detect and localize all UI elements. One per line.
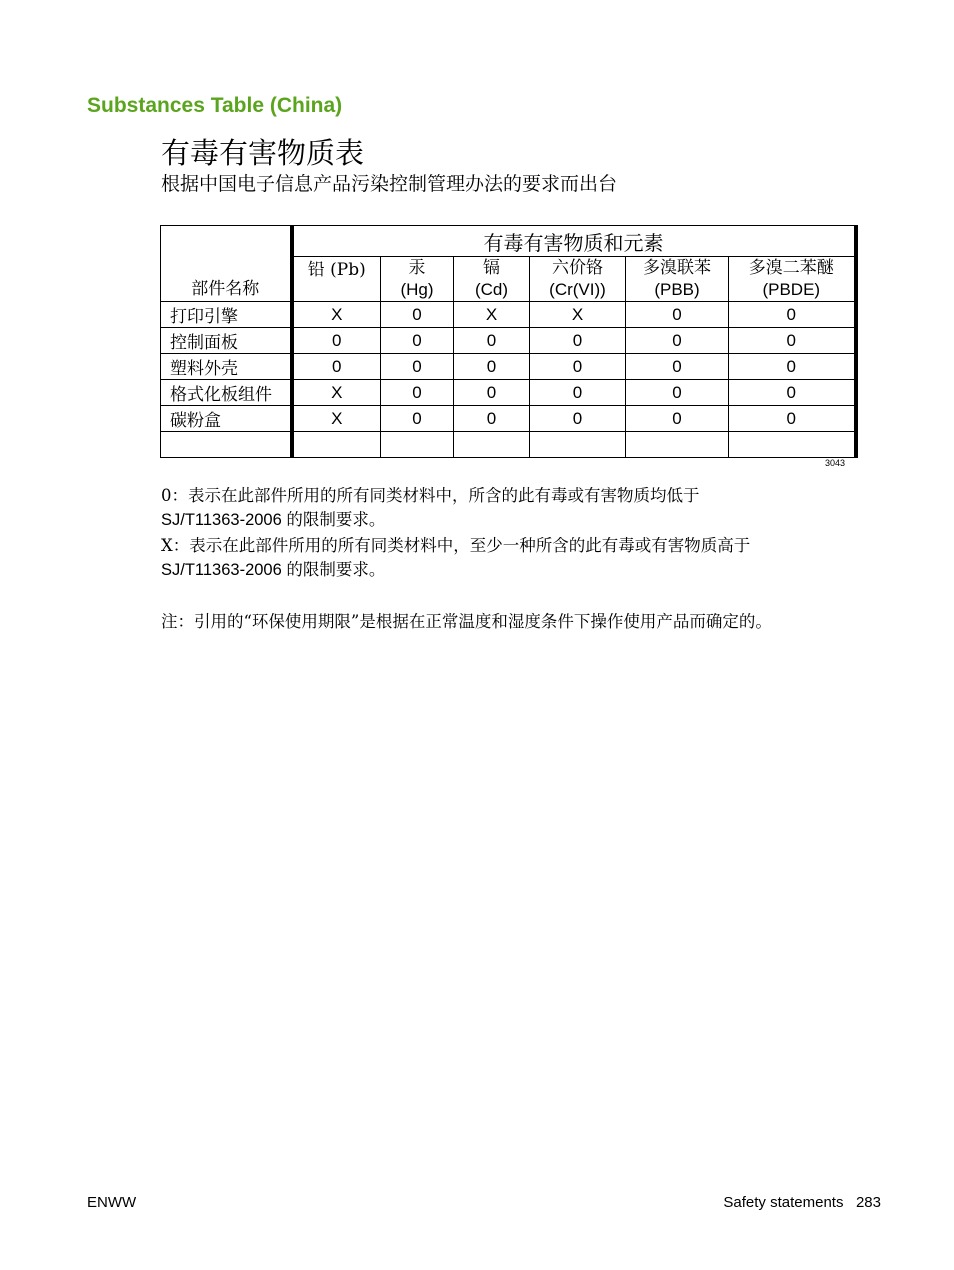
cell-cd: 0 (454, 406, 530, 432)
part-name: 打印引擎 (161, 302, 292, 328)
note-zero-line1: 0：表示在此部件所用的所有同类材料中，所含的此有毒或有害物质均低于 (161, 486, 700, 505)
cell-pb: X (292, 406, 381, 432)
cell-pb (292, 432, 381, 458)
cell-hg: 0 (381, 380, 454, 406)
cell-pbb: 0 (626, 354, 729, 380)
column-header-label: 六价铬 (552, 258, 603, 278)
cell-hg: 0 (381, 354, 454, 380)
column-header-symbol: (PBB) (654, 280, 700, 299)
table-row (161, 380, 856, 406)
cell-pbb (626, 432, 729, 458)
substances-group-header: 有毒有害物质和元素 (292, 226, 856, 257)
column-header-symbol: (Cd) (474, 280, 509, 299)
column-header-symbol: (Hg) (400, 280, 434, 299)
cell-cr: 0 (530, 328, 626, 354)
cell-pbb: 0 (626, 380, 729, 406)
table-group-header-row (161, 226, 856, 257)
cell-pbde (729, 432, 856, 458)
part-name: 控制面板 (161, 328, 292, 354)
cell-cd (454, 432, 530, 458)
cell-cd: 0 (454, 380, 530, 406)
cell-cd: 0 (454, 328, 530, 354)
cell-cr (530, 432, 626, 458)
note-zero (161, 483, 851, 533)
cell-pbde: 0 (729, 406, 856, 432)
section-title: Substances Table (China) (87, 94, 343, 117)
cn-title: 有毒有害物质表 (161, 136, 365, 170)
part-name-header: 部件名称 (161, 226, 292, 302)
column-header-label: 多溴二苯醚 (748, 258, 834, 278)
cell-pb: X (292, 380, 381, 406)
cell-pbde: 0 (729, 380, 856, 406)
column-header-label: 铅 (Pb) (307, 260, 366, 280)
cell-cr: 0 (530, 380, 626, 406)
substances-table (160, 225, 858, 458)
table-row (161, 302, 856, 328)
table-row (161, 406, 856, 432)
cell-pbde: 0 (729, 302, 856, 328)
footer-left: ENWW (87, 1194, 137, 1211)
table-row-empty (161, 432, 856, 458)
cell-hg: 0 (381, 406, 454, 432)
column-header-pbb (626, 257, 729, 302)
column-header-hg (381, 257, 454, 302)
note-x (161, 533, 851, 583)
cell-pb: 0 (292, 328, 381, 354)
cell-pb: 0 (292, 354, 381, 380)
part-name: 塑料外壳 (161, 354, 292, 380)
cell-cr: X (530, 302, 626, 328)
cell-hg (381, 432, 454, 458)
part-name: 格式化板组件 (161, 380, 292, 406)
figure-id: 3043 (825, 458, 846, 468)
cell-pbb: 0 (626, 328, 729, 354)
note-remark: 注：引用的“环保使用期限”是根据在正常温度和湿度条件下操作使用产品而确定的。 (161, 612, 772, 631)
cell-hg: 0 (381, 328, 454, 354)
part-name: 碳粉盒 (161, 406, 292, 432)
column-header-pbde (729, 257, 856, 302)
cell-cd: 0 (454, 354, 530, 380)
column-header-pb (292, 257, 381, 302)
column-header-cd (454, 257, 530, 302)
table-row (161, 328, 856, 354)
column-header-label: 多溴联苯 (643, 258, 711, 278)
cell-cr: 0 (530, 354, 626, 380)
cell-cr: 0 (530, 406, 626, 432)
cell-pbb: 0 (626, 406, 729, 432)
column-header-symbol: (Cr(VI)) (549, 280, 606, 299)
column-header-label: 汞 (408, 258, 426, 278)
cn-subtitle: 根据中国电子信息产品污染控制管理办法的要求而出台 (161, 173, 618, 195)
footer-right: Safety statements 283 (723, 1194, 881, 1211)
column-header-label: 镉 (483, 258, 500, 278)
column-header-cr (530, 257, 626, 302)
table-row (161, 354, 856, 380)
cell-pbde: 0 (729, 354, 856, 380)
cell-pbde: 0 (729, 328, 856, 354)
note-x-line1: X：表示在此部件所用的所有同类材料中，至少一种所含的此有毒或有害物质高于 (161, 536, 751, 555)
note-x-line2: SJ/T11363-2006 的限制要求。 (161, 561, 386, 579)
cell-cd: X (454, 302, 530, 328)
cell-pb: X (292, 302, 381, 328)
column-header-symbol: (PBDE) (762, 280, 821, 299)
part-name (161, 432, 292, 458)
note-zero-line2: SJ/T11363-2006 的限制要求。 (161, 511, 386, 529)
cell-hg: 0 (381, 302, 454, 328)
cell-pbb: 0 (626, 302, 729, 328)
